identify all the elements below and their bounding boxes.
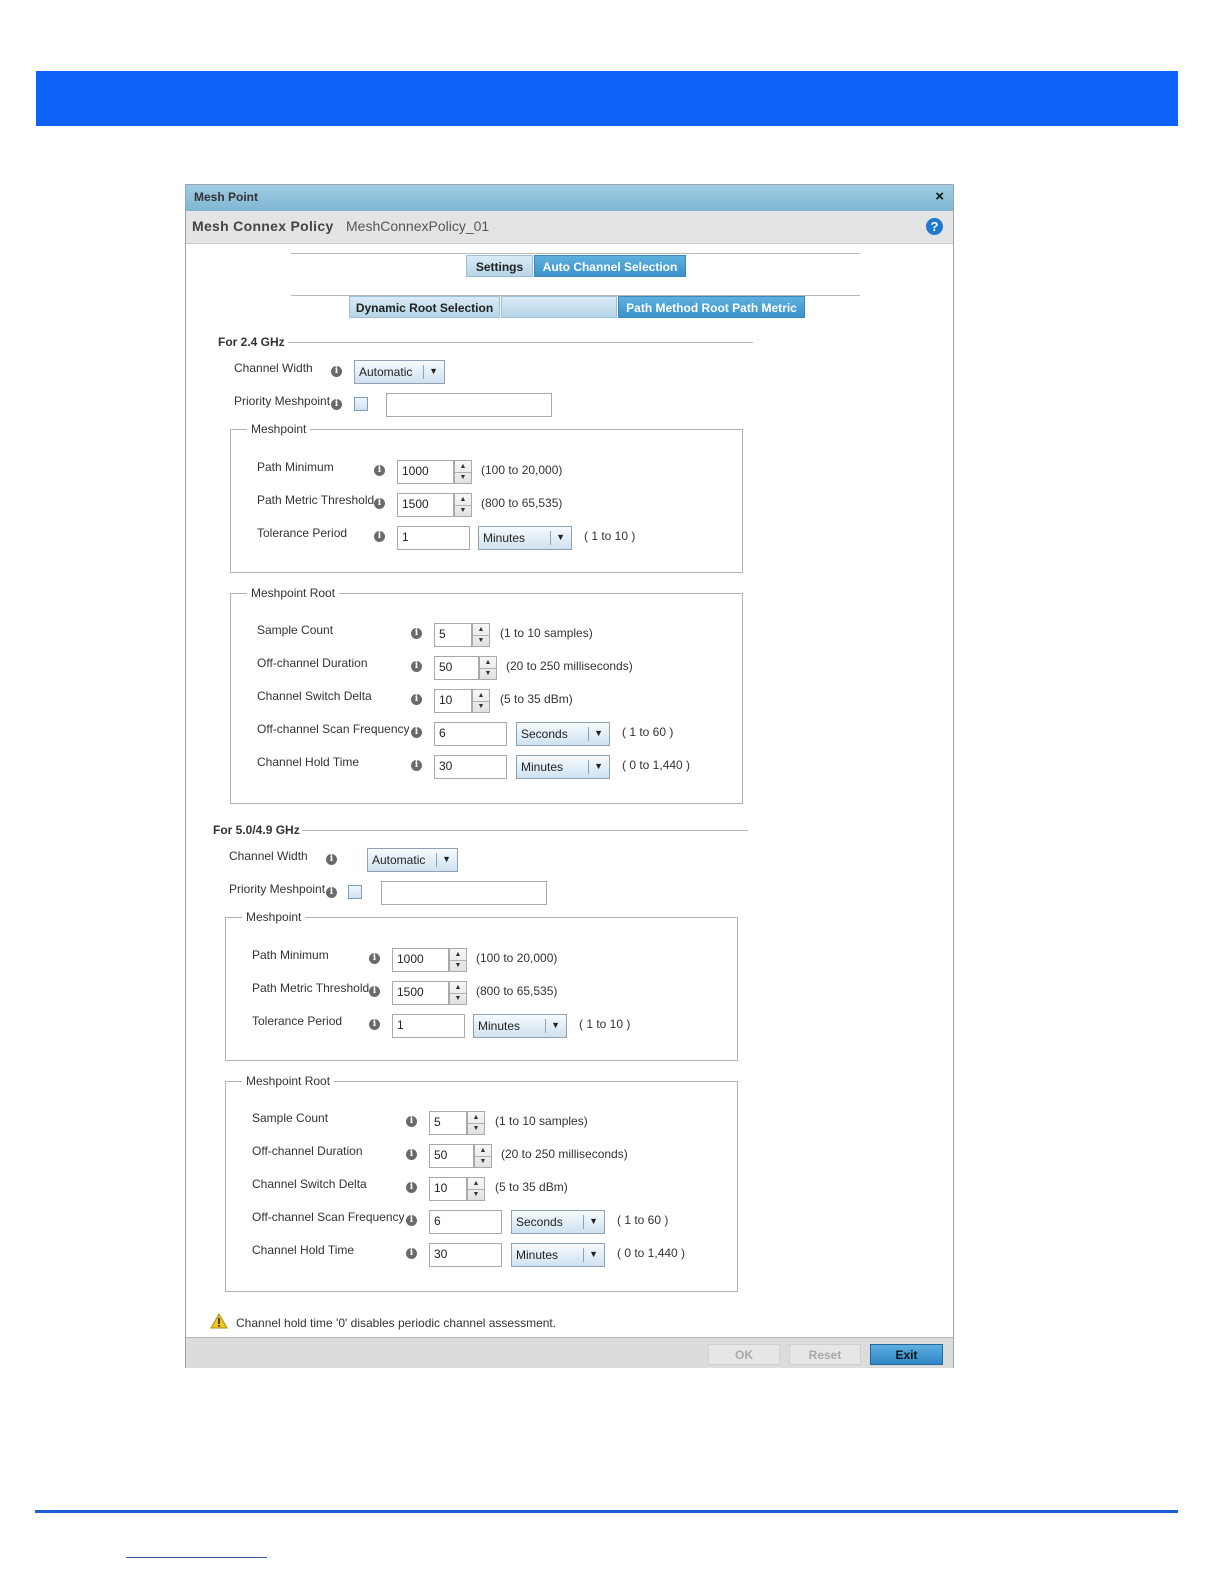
- path-minimum-range: (100 to 20,000): [481, 463, 563, 477]
- chevron-down-icon: ▼: [429, 366, 438, 376]
- warning-icon: [210, 1313, 228, 1329]
- policy-header: [186, 211, 953, 244]
- path-minimum-stepper[interactable]: ▲ ▼: [449, 948, 467, 972]
- dialog-button-bar: [186, 1337, 953, 1368]
- channel-width-label: Channel Width: [229, 849, 308, 863]
- info-icon[interactable]: i: [406, 1182, 417, 1193]
- priority-meshpoint-label: Priority Meshpoint: [229, 882, 326, 896]
- info-icon[interactable]: i: [411, 628, 422, 639]
- info-icon[interactable]: i: [406, 1215, 417, 1226]
- priority-meshpoint-label: Priority Meshpoint: [234, 394, 331, 408]
- tolerance-period-range: ( 1 to 10 ): [584, 529, 636, 543]
- meshpoint-legend: Meshpoint: [247, 422, 310, 436]
- path-metric-threshold-range: (800 to 65,535): [476, 984, 558, 998]
- channel-switch-delta-label: Channel Switch Delta: [252, 1177, 367, 1191]
- info-icon[interactable]: i: [326, 887, 337, 898]
- channel-width-value: Automatic: [372, 853, 426, 867]
- path-metric-threshold-stepper[interactable]: ▲ ▼: [454, 493, 472, 517]
- sample-count-label: Sample Count: [257, 623, 334, 637]
- tolerance-period-label: Tolerance Period: [252, 1014, 343, 1028]
- chevron-down-icon: ▼: [594, 761, 603, 771]
- path-minimum-input[interactable]: 1000: [397, 460, 454, 484]
- help-icon[interactable]: ?: [926, 218, 943, 235]
- info-icon[interactable]: i: [406, 1116, 417, 1127]
- channel-switch-delta-input[interactable]: 10: [434, 689, 472, 713]
- off-channel-scan-frequency-input[interactable]: 6: [434, 722, 507, 746]
- chevron-down-icon: ▼: [551, 1020, 560, 1030]
- channel-hold-time-range: ( 0 to 1,440 ): [622, 758, 691, 772]
- off-channel-duration-stepper[interactable]: ▲ ▼: [474, 1144, 492, 1168]
- off-channel-duration-stepper[interactable]: ▲ ▼: [479, 656, 497, 680]
- meshpoint-group: [225, 910, 738, 1061]
- tab-divider-top: [291, 253, 860, 254]
- tolerance-period-input[interactable]: 1: [397, 526, 470, 550]
- info-icon[interactable]: i: [411, 727, 422, 738]
- channel-switch-delta-input[interactable]: 10: [429, 1177, 467, 1201]
- dialog-titlebar: [186, 185, 953, 212]
- priority-meshpoint-checkbox[interactable]: [348, 885, 362, 899]
- path-minimum-range: (100 to 20,000): [476, 951, 558, 965]
- meshpoint-root-group: [225, 1074, 738, 1292]
- policy-label: Mesh Connex Policy: [192, 218, 334, 234]
- channel-switch-delta-stepper[interactable]: ▲ ▼: [467, 1177, 485, 1201]
- hold-time-unit-select[interactable]: [511, 1243, 605, 1267]
- tolerance-unit-value: Minutes: [478, 1019, 521, 1033]
- band-divider: [302, 830, 748, 831]
- hold-time-unit-select[interactable]: [516, 755, 610, 779]
- info-icon[interactable]: i: [374, 531, 385, 542]
- chevron-down-icon: ▼: [589, 1216, 598, 1226]
- channel-hold-time-input[interactable]: 30: [434, 755, 507, 779]
- info-icon[interactable]: i: [331, 366, 342, 377]
- off-channel-scan-frequency-range: ( 1 to 60 ): [622, 725, 674, 739]
- tab-settings[interactable]: Settings: [466, 255, 533, 277]
- path-minimum-label: Path Minimum: [257, 460, 334, 474]
- tolerance-unit-value: Minutes: [483, 531, 526, 545]
- hold-time-unit-value: Minutes: [516, 1248, 559, 1262]
- meshpoint-group: [230, 422, 743, 573]
- channel-width-select[interactable]: [354, 360, 445, 384]
- path-metric-threshold-label: Path Metric Threshold: [252, 981, 370, 995]
- policy-name: MeshConnexPolicy_01: [346, 218, 490, 234]
- chevron-down-icon: ▼: [589, 1249, 598, 1259]
- chevron-down-icon: ▼: [556, 532, 565, 542]
- scan-frequency-unit-select[interactable]: [511, 1210, 605, 1234]
- info-icon[interactable]: i: [411, 760, 422, 771]
- path-minimum-stepper[interactable]: ▲ ▼: [454, 460, 472, 484]
- exit-button[interactable]: Exit: [870, 1344, 943, 1365]
- footer-link-underline[interactable]: [126, 1557, 267, 1558]
- info-icon[interactable]: i: [331, 399, 342, 410]
- footer-rule: [35, 1510, 1178, 1513]
- ok-button[interactable]: OK: [708, 1344, 780, 1365]
- meshpoint-legend: Meshpoint: [242, 910, 305, 924]
- info-icon[interactable]: i: [369, 1019, 380, 1030]
- off-channel-scan-frequency-label: Off-channel Scan Frequency: [257, 722, 410, 736]
- hold-time-unit-value: Minutes: [521, 760, 564, 774]
- chevron-down-icon: ▼: [594, 728, 603, 738]
- off-channel-scan-frequency-range: ( 1 to 60 ): [617, 1213, 669, 1227]
- scan-frequency-unit-value: Seconds: [521, 727, 568, 741]
- sample-count-range: (1 to 10 samples): [500, 626, 593, 640]
- close-icon[interactable]: ×: [935, 188, 944, 205]
- path-minimum-label: Path Minimum: [252, 948, 329, 962]
- channel-switch-delta-label: Channel Switch Delta: [257, 689, 372, 703]
- off-channel-duration-input[interactable]: 50: [434, 656, 479, 680]
- channel-hold-time-label: Channel Hold Time: [252, 1243, 355, 1257]
- band-title: For 5.0/4.9 GHz: [213, 823, 300, 837]
- sample-count-label: Sample Count: [252, 1111, 329, 1125]
- priority-meshpoint-checkbox[interactable]: [354, 397, 368, 411]
- channel-width-select[interactable]: [367, 848, 458, 872]
- sample-count-input[interactable]: 5: [434, 623, 472, 647]
- scan-frequency-unit-value: Seconds: [516, 1215, 563, 1229]
- tab-auto-channel-selection[interactable]: Auto Channel Selection: [534, 255, 686, 277]
- off-channel-duration-range: (20 to 250 milliseconds): [501, 1147, 628, 1161]
- info-icon[interactable]: i: [411, 694, 422, 705]
- sample-count-range: (1 to 10 samples): [495, 1114, 588, 1128]
- channel-switch-delta-range: (5 to 35 dBm): [500, 692, 573, 706]
- dialog-title: Mesh Point: [194, 190, 259, 204]
- tolerance-period-label: Tolerance Period: [257, 526, 348, 540]
- info-icon[interactable]: i: [411, 661, 422, 672]
- info-icon[interactable]: i: [369, 953, 380, 964]
- channel-width-label: Channel Width: [234, 361, 313, 375]
- channel-switch-delta-range: (5 to 35 dBm): [495, 1180, 568, 1194]
- off-channel-duration-label: Off-channel Duration: [252, 1144, 363, 1158]
- off-channel-duration-range: (20 to 250 milliseconds): [506, 659, 633, 673]
- info-icon[interactable]: i: [369, 986, 380, 997]
- page-header-banner: [36, 71, 1178, 126]
- info-icon[interactable]: i: [374, 465, 385, 476]
- band-divider: [288, 342, 753, 343]
- channel-hold-time-input[interactable]: 30: [429, 1243, 502, 1267]
- path-metric-threshold-range: (800 to 65,535): [481, 496, 563, 510]
- info-icon[interactable]: i: [406, 1248, 417, 1259]
- info-icon[interactable]: i: [374, 498, 385, 509]
- subtab-path-method-snr[interactable]: [501, 296, 617, 318]
- scan-frequency-unit-select[interactable]: [516, 722, 610, 746]
- info-icon[interactable]: i: [406, 1149, 417, 1160]
- sample-count-stepper[interactable]: ▲ ▼: [472, 623, 490, 647]
- channel-hold-time-range: ( 0 to 1,440 ): [617, 1246, 686, 1260]
- tolerance-unit-select[interactable]: [473, 1014, 567, 1038]
- channel-width-value: Automatic: [359, 365, 413, 379]
- path-metric-threshold-stepper[interactable]: ▲ ▼: [449, 981, 467, 1005]
- priority-meshpoint-input[interactable]: [381, 881, 547, 905]
- subtab-path-method-root-path-metric[interactable]: Path Method Root Path Metric: [618, 296, 805, 318]
- tolerance-unit-select[interactable]: [478, 526, 572, 550]
- off-channel-scan-frequency-label: Off-channel Scan Frequency: [252, 1210, 405, 1224]
- band-title: For 2.4 GHz: [218, 335, 285, 349]
- tolerance-period-input[interactable]: 1: [392, 1014, 465, 1038]
- meshpoint-root-legend: Meshpoint Root: [242, 1074, 334, 1088]
- tolerance-period-range: ( 1 to 10 ): [579, 1017, 631, 1031]
- off-channel-scan-frequency-input[interactable]: 6: [429, 1210, 502, 1234]
- off-channel-duration-label: Off-channel Duration: [257, 656, 368, 670]
- path-metric-threshold-input[interactable]: 1500: [392, 981, 449, 1005]
- reset-button[interactable]: Reset: [789, 1344, 861, 1365]
- mesh-point-dialog: [185, 184, 954, 1368]
- info-icon[interactable]: i: [326, 854, 337, 865]
- path-minimum-input[interactable]: 1000: [392, 948, 449, 972]
- sample-count-input[interactable]: 5: [429, 1111, 467, 1135]
- path-metric-threshold-input[interactable]: 1500: [397, 493, 454, 517]
- meshpoint-root-group: [230, 586, 743, 804]
- warning-message: Channel hold time '0' disables periodic channel assessment.: [236, 1316, 557, 1330]
- priority-meshpoint-input[interactable]: [386, 393, 552, 417]
- path-metric-threshold-label: Path Metric Threshold: [257, 493, 375, 507]
- chevron-down-icon: ▼: [442, 854, 451, 864]
- sample-count-stepper[interactable]: ▲ ▼: [467, 1111, 485, 1135]
- channel-hold-time-label: Channel Hold Time: [257, 755, 360, 769]
- subtab-dynamic-root-selection[interactable]: Dynamic Root Selection: [349, 296, 500, 318]
- off-channel-duration-input[interactable]: 50: [429, 1144, 474, 1168]
- meshpoint-root-legend: Meshpoint Root: [247, 586, 339, 600]
- channel-switch-delta-stepper[interactable]: ▲ ▼: [472, 689, 490, 713]
